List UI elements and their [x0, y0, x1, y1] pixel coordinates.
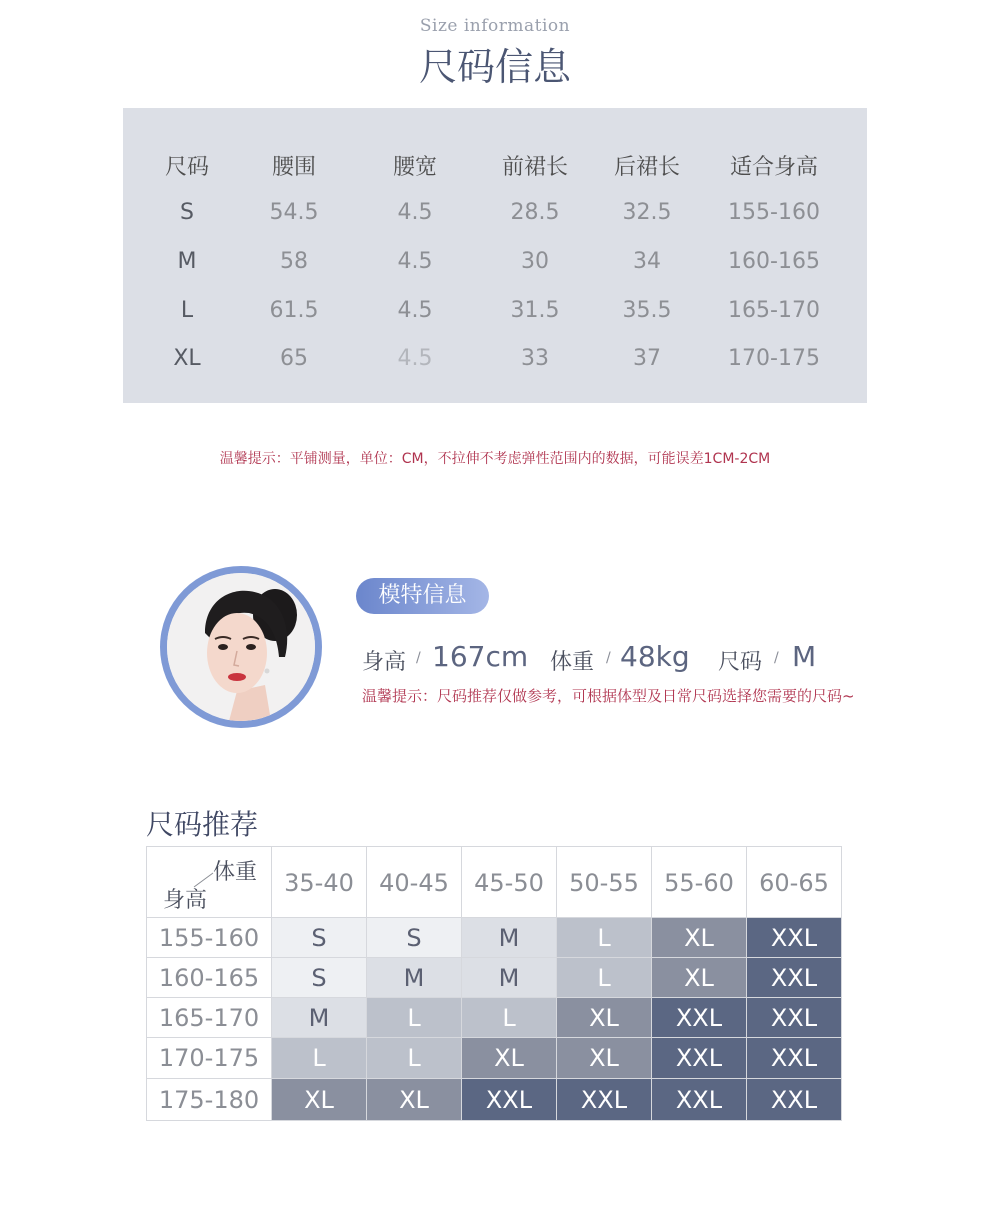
size-recommend-cell: XXL: [747, 918, 842, 958]
size-recommend-cell: S: [272, 918, 367, 958]
table-cell: 4.5: [397, 298, 433, 323]
weight-header: 45-50: [462, 846, 557, 918]
size-recommend-cell: L: [462, 998, 557, 1038]
height-row-header: 170-175: [146, 1038, 272, 1079]
table-cell: 58: [280, 249, 308, 274]
size-recommend-cell: S: [272, 958, 367, 998]
size-cell: M: [177, 249, 197, 274]
size-recommend-cell: M: [462, 958, 557, 998]
size-recommend-cell: XXL: [747, 1079, 842, 1121]
table-cell: 37: [633, 346, 661, 371]
table-cell: 33: [521, 346, 549, 371]
separator: /: [606, 650, 611, 666]
size-cell: XL: [173, 346, 201, 371]
size-cell: L: [180, 298, 194, 323]
size-recommend-cell: L: [557, 918, 652, 958]
table-cell: 30: [521, 249, 549, 274]
height-row-header: 160-165: [146, 958, 272, 998]
size-col-header: 尺码: [164, 155, 209, 180]
weight-header: 40-45: [367, 846, 462, 918]
corner-height-label: 身高: [163, 888, 208, 913]
size-label: 尺码: [718, 650, 763, 675]
table-cell: 32.5: [622, 200, 672, 225]
size-recommend-cell: XXL: [652, 998, 747, 1038]
size-recommend-cell: L: [367, 998, 462, 1038]
size-recommend-cell: XXL: [557, 1079, 652, 1121]
front-length-col-header: 前裙长: [501, 155, 568, 180]
table-cell: 28.5: [510, 200, 560, 225]
weight-header: 50-55: [557, 846, 652, 918]
size-value: M: [792, 640, 817, 673]
table-cell: 54.5: [269, 200, 319, 225]
size-recommend-cell: XL: [652, 918, 747, 958]
size-recommend-cell: L: [272, 1038, 367, 1079]
size-recommend-notice: 温馨提示：尺码推荐仅做参考，可根据体型及日常尺码选择您需要的尺码~: [362, 687, 855, 705]
size-recommend-cell: XL: [367, 1079, 462, 1121]
weight-label: 体重: [550, 650, 595, 675]
table-cell: 160-165: [728, 249, 820, 274]
size-recommend-cell: L: [557, 958, 652, 998]
table-cell: 31.5: [510, 298, 560, 323]
size-info-table: [123, 108, 867, 403]
model-avatar: [167, 573, 315, 721]
model-info-badge: 模特信息: [356, 578, 489, 614]
back-length-col-header: 后裙长: [613, 155, 680, 180]
corner-cell: [146, 846, 272, 918]
table-cell: 4.5: [397, 200, 433, 225]
section-subtitle: Size information: [419, 16, 571, 36]
size-recommend-cell: XL: [557, 1038, 652, 1079]
size-recommend-cell: XL: [462, 1038, 557, 1079]
table-cell: 165-170: [728, 298, 820, 323]
table-cell: 35.5: [622, 298, 672, 323]
size-recommend-cell: XXL: [462, 1079, 557, 1121]
size-recommend-cell: XXL: [747, 958, 842, 998]
size-cell: S: [180, 200, 194, 225]
corner-weight-label: 体重: [213, 860, 258, 885]
size-recommend-title: 尺码推荐: [146, 808, 259, 841]
size-recommend-cell: XL: [652, 958, 747, 998]
table-cell: 155-160: [728, 200, 820, 225]
waist-col-header: 腰围: [271, 155, 316, 180]
weight-header: 60-65: [747, 846, 842, 918]
table-cell: 61.5: [269, 298, 319, 323]
weight-value: 48kg: [620, 640, 690, 673]
size-recommend-cell: XXL: [652, 1038, 747, 1079]
size-recommend-cell: XXL: [747, 1038, 842, 1079]
height-value: 167cm: [432, 640, 529, 673]
table-cell: 4.5: [397, 346, 433, 371]
table-cell: 4.5: [397, 249, 433, 274]
table-cell: 170-175: [728, 346, 820, 371]
size-recommend-cell: M: [272, 998, 367, 1038]
height-row-header: 165-170: [146, 998, 272, 1038]
weight-header: 55-60: [652, 846, 747, 918]
size-recommend-cell: M: [462, 918, 557, 958]
size-recommend-cell: XXL: [652, 1079, 747, 1121]
size-recommend-cell: L: [367, 1038, 462, 1079]
height-col-header: 适合身高: [729, 155, 818, 180]
separator: /: [774, 650, 779, 666]
height-row-header: 175-180: [146, 1079, 272, 1121]
height-label: 身高: [362, 650, 407, 675]
size-recommend-cell: XL: [557, 998, 652, 1038]
size-recommend-cell: XXL: [747, 998, 842, 1038]
waistband-col-header: 腰宽: [392, 155, 437, 180]
model-portrait-icon: [167, 573, 315, 721]
weight-header: 35-40: [272, 846, 367, 918]
measurement-notice: 温馨提示：平铺测量，单位：CM，不拉伸不考虑弹性范围内的数据，可能误差1CM-2CM: [219, 451, 771, 467]
size-recommend-cell: M: [367, 958, 462, 998]
table-cell: 34: [633, 249, 661, 274]
separator: /: [416, 650, 421, 666]
height-row-header: 155-160: [146, 918, 272, 958]
page-title: 尺码信息: [418, 45, 571, 89]
size-recommend-table: [146, 846, 842, 1121]
size-recommend-cell: S: [367, 918, 462, 958]
size-recommend-cell: XL: [272, 1079, 367, 1121]
table-cell: 65: [280, 346, 308, 371]
